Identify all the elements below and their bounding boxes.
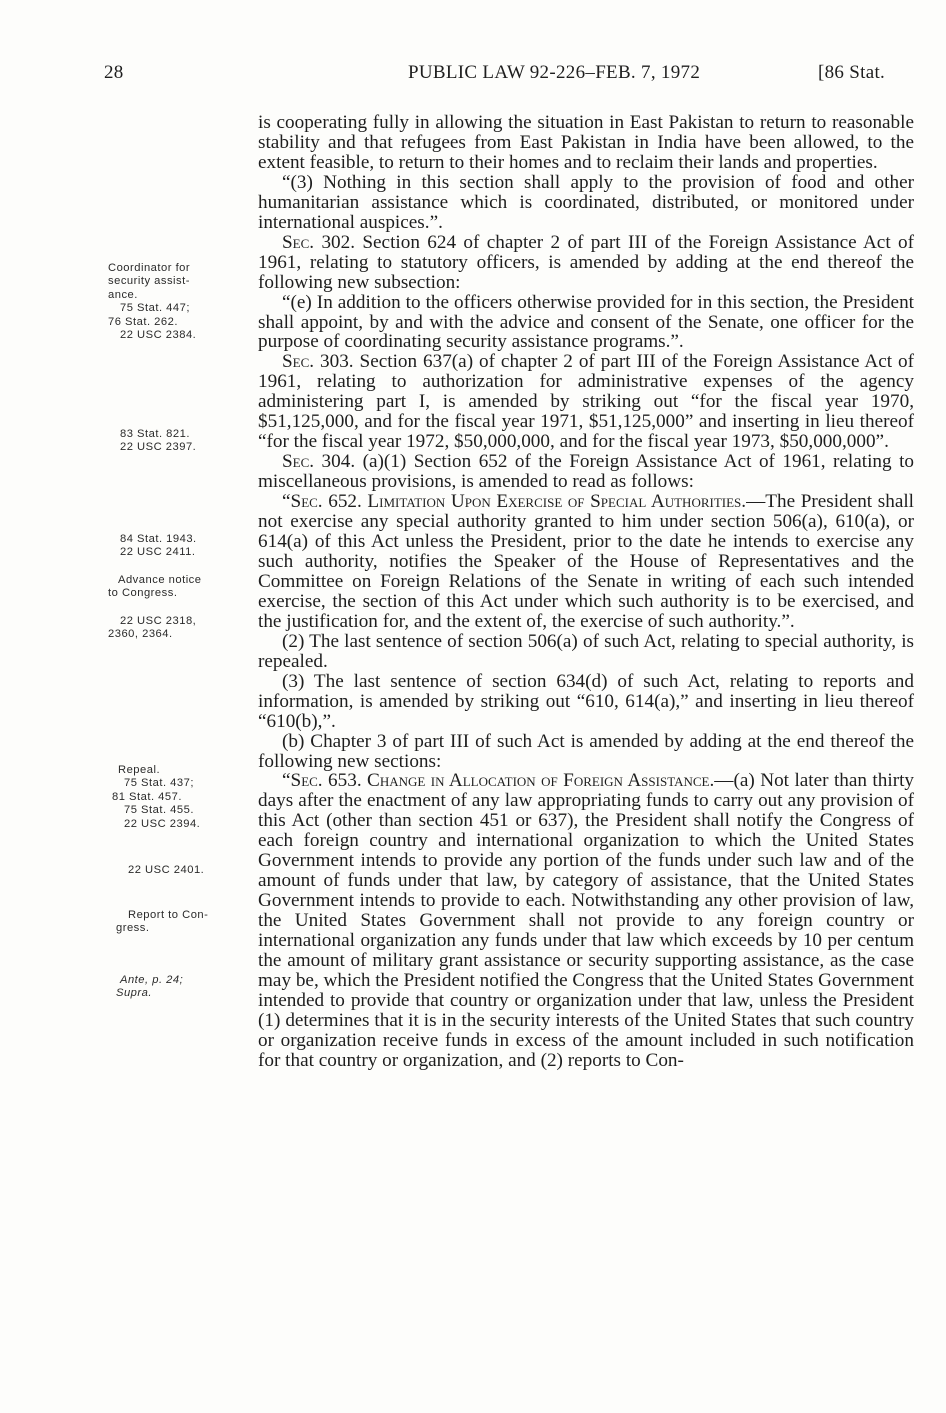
margin-line: 84 Stat. 1943. — [120, 533, 197, 545]
margin-line: to Congress. — [108, 587, 178, 600]
section-label: Sec. — [282, 451, 315, 473]
margin-note-84-stat — [108, 533, 252, 560]
paragraph: is cooperating fully in allowing the situation in East Pakistan to return to reasonable stability and that refugees from East Pakistan in India have been allowed, to the extent feasible, to return to their homes and to reclaim their lands and properties. — [258, 112, 914, 173]
paragraph — [258, 771, 914, 1070]
margin-line: gress. — [116, 922, 150, 935]
margin-line: Supra. — [116, 987, 152, 1000]
paragraph-text: 303. Section 637(a) of chapter 2 of part III of the Foreign Assistance Act of 1961, relating to authorization for administrative expenses of the agency administering part I, is amended by striking out “for the fiscal year 1970, $51,125,000, and for the fiscal year 1971, $51,125,000” and inserting in lieu thereof “for the fiscal year 1972, $50,000,000, and for the fiscal year 1973, $50,000,000”. — [258, 351, 914, 453]
paragraph-text: 304. (a)(1) Section 652 of the Foreign Assistance Act of 1961, relating to miscellaneous provisions, is amended to read as follows: — [258, 451, 914, 493]
margin-line: security assist- — [108, 275, 190, 288]
margin-line: 22 USC 2394. — [124, 817, 201, 830]
paragraph — [258, 233, 914, 293]
section-label: Sec. — [282, 231, 315, 253]
margin-note-advance-notice — [108, 574, 240, 601]
body-text — [258, 113, 914, 1071]
statute-reference: [86 Stat. — [818, 62, 886, 83]
paragraph — [258, 352, 914, 452]
paragraph: (3) The last sentence of section 634(d) of such Act, relating to reports and information, is amended by striking out “610, 614(a),” and inserting in lieu thereof “610(b),”. — [258, 670, 914, 732]
section-heading: “Sec. 652. Limitation Upon Exercise of Special Authorities. — [282, 491, 747, 513]
margin-line: Ante, p. 24; — [120, 974, 184, 986]
margin-line: 75 Stat. 437; — [124, 777, 194, 790]
paragraph: “(e) In addition to the officers otherwise provided for in this section, the President shall appoint, by and with the advice and consent of the Senate, one officer for the purpose of coordinating security assistance programs.”. — [258, 291, 914, 353]
margin-line: 22 USC 2384. — [120, 329, 197, 342]
margin-note-22-usc-2401 — [108, 864, 260, 877]
margin-line: 75 Stat. 447; — [120, 302, 190, 315]
paragraph: (b) Chapter 3 of part III of such Act is amended by adding at the end thereof the following new sections: — [258, 730, 914, 772]
paragraph-text: —(a) Not later than thirty days after the enactment of any law appropriating funds to carry out any provision of this Act (other than section 451 or 637), the President shall notify the Congress of each foreign country and international organization to which the United States Government intends to provide any portion of the funds under such law and of the amount of funds under that law, by category of assistance, that the United States Government intends to provide to each. Notwithstanding any other provision of law, the United States Government shall not provide to any foreign country or international organization any funds under that law which exceeds by 10 per centum the amount of military grant assistance or security supporting assistance, as the case may be, which the President notified the Congress that the United States Government intended to provide that country or organization under that law, unless the President (1) determines that it is in the security interests of the United States that such country or organization receive funds in excess of the amount included in such notification for that country or organization, and (2) reports to Con- — [258, 770, 915, 1071]
margin-line: 75 Stat. 455. — [124, 804, 194, 817]
margin-note-repeal — [108, 764, 240, 831]
page-header — [0, 62, 946, 88]
paragraph — [258, 492, 914, 632]
margin-note-report-to-congress — [108, 909, 240, 936]
margin-note-83-stat — [108, 428, 252, 455]
margin-line: ance. — [108, 288, 138, 301]
section-heading: “Sec. 653. Change in Allocation of Foreign Assistance. — [282, 770, 715, 792]
margin-note-coordinator — [108, 262, 240, 342]
margin-line: 76 Stat. 262. — [108, 315, 178, 328]
margin-line: 22 USC 2397. — [120, 441, 197, 454]
page-number: 28 — [104, 62, 124, 83]
margin-line: 22 USC 2411. — [120, 546, 196, 559]
margin-line: 22 USC 2318, — [120, 615, 197, 627]
margin-line: 22 USC 2401. — [128, 864, 205, 876]
paragraph-text: 302. Section 624 of chapter 2 of part III of the Foreign Assistance Act of 1961, relating to statutory officers, is amended by adding at the end thereof the following new subsection: — [258, 231, 914, 293]
margin-line: 83 Stat. 821. — [120, 428, 190, 440]
paragraph: (2) The last sentence of section 506(a) of such Act, relating to special authority, is repealed. — [258, 630, 914, 672]
margin-line: Coordinator for — [108, 262, 191, 274]
margin-line: Advance notice — [118, 574, 202, 586]
paragraph — [258, 452, 914, 492]
paragraph: “(3) Nothing in this section shall apply to the provision of food and other humanitarian assistance which is coordinated, distributed, or monitored under international auspices.”. — [258, 171, 914, 233]
margin-note-ante — [108, 974, 240, 1001]
section-label: Sec. — [282, 351, 315, 373]
paragraph-text: —The President shall not exercise any special authority granted to him under section 506(a), 610(a), or 614(a) of this Act unless the President, prior to the date he intends to exercise any such authority, notifies the Speaker of the House of Representatives and the Committee on Foreign Relations of the Senate in writing of each such intended exercise, the section of this Act under which such authority is to be exercised, and the justification for, and the extent of, the exercise of such authority.”. — [258, 491, 914, 632]
margin-line: 81 Stat. 457. — [112, 790, 182, 803]
margin-line: Repeal. — [118, 764, 161, 776]
running-title: PUBLIC LAW 92-226–FEB. 7, 1972 — [408, 62, 701, 83]
margin-line: 2360, 2364. — [108, 628, 173, 641]
margin-line: Report to Con- — [128, 909, 209, 921]
margin-note-22-usc-2318 — [108, 615, 240, 642]
